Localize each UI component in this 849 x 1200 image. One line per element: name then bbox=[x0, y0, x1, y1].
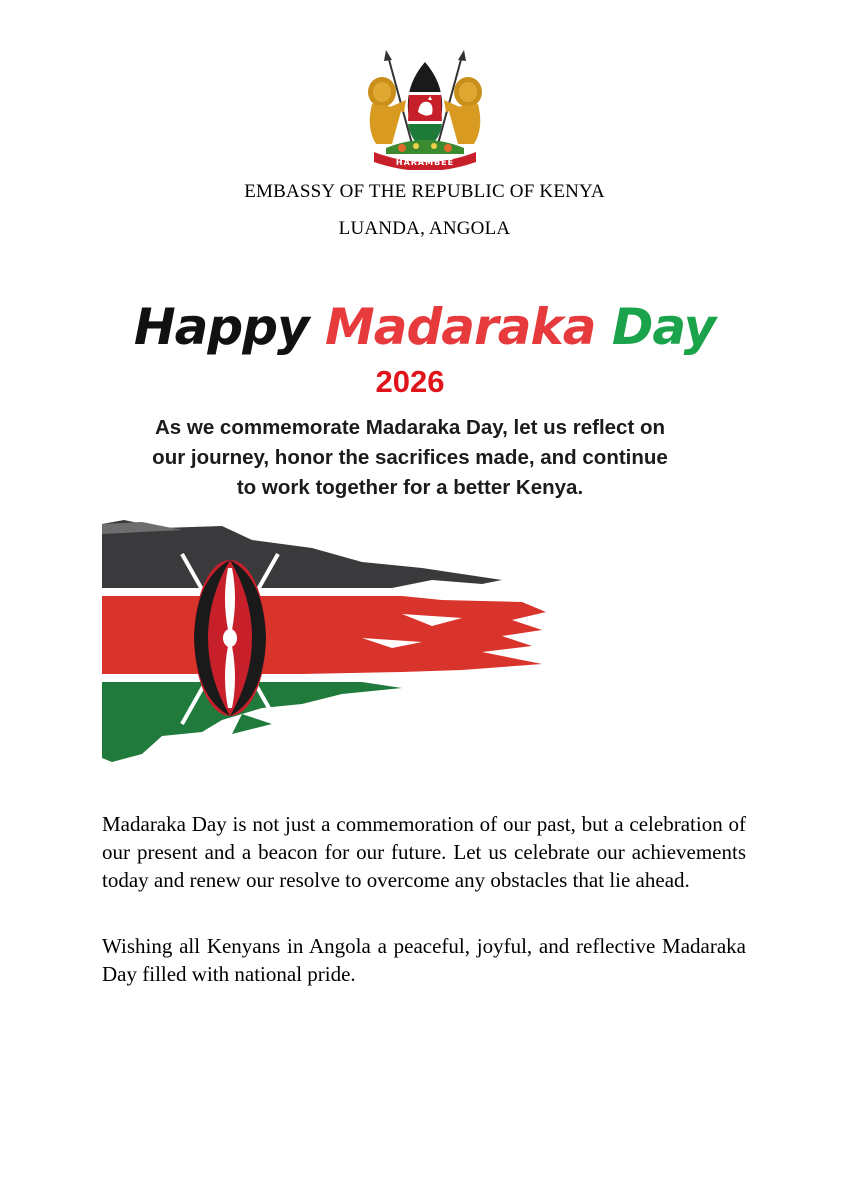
kenya-coat-of-arms-icon bbox=[358, 48, 492, 170]
headline-word-madaraka: Madaraka bbox=[325, 298, 596, 356]
headline-word-happy: Happy bbox=[133, 298, 309, 356]
headline bbox=[0, 292, 849, 362]
coat-motto-text: HARAMBEE bbox=[395, 158, 455, 167]
body-paragraph: Madaraka Day is not just a commemoration of our past, but a celebration of our present and a beacon for our future. Let us celebrate our achievements today and renew our resolve to overcome any obstacles that lie ahead. bbox=[102, 812, 746, 892]
kenya-flag-brush-icon bbox=[102, 518, 552, 766]
commemoration-message: As we commemorate Madaraka Day, let us reflect on our journey, honor the sacrifices made, and continue to work together for a better Kenya. bbox=[152, 416, 668, 499]
body-paragraph: Wishing all Kenyans in Angola a peaceful, joyful, and reflective Madaraka Day filled with national pride. bbox=[102, 934, 746, 986]
embassy-city: LUANDA, ANGOLA bbox=[338, 218, 511, 239]
headline-word-day: Day bbox=[611, 298, 716, 356]
year-label: 2026 bbox=[375, 364, 445, 399]
embassy-name: EMBASSY OF THE REPUBLIC OF KENYA bbox=[244, 181, 605, 202]
